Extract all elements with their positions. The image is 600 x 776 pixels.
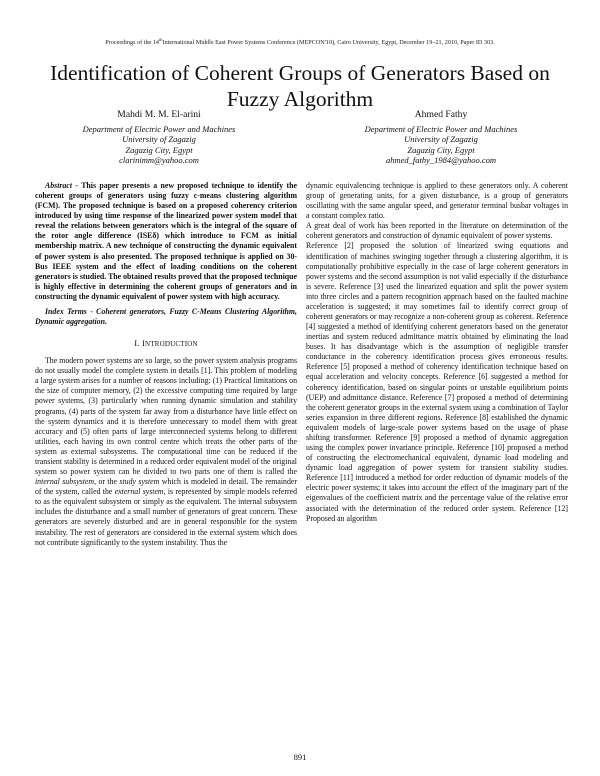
author-2 — [310, 110, 572, 165]
intro-paragraph-1 — [35, 356, 297, 547]
intro-text-a: The modern power systems are so large, so the power system analysis programs do not usually model the complete system in details [1]. This problem of modeling a large system arises for a number of reasons including: (1) Practical limitations on the size of computer memory, (2) the excessive computing time required by large power systems, (3) particularly when running dynamic simulation and stability programs, (4) parts of the system far away from a disturbance have little effect on the system dynamics and it is therefore unnecessary to model them with great accuracy and (5) often parts of large interconnected systems belong to different utilities, each having its own control centre which treats the other parts of the system as external subsystems. The computational time can be reduced if the transient stability is determined in a reduced order equivalent model of the original system so power system can be divided to two parts one of them is called the — [35, 356, 297, 477]
author-2-name: Ahmed Fathy — [414, 109, 468, 120]
left-column — [35, 181, 297, 548]
paper-title: Identification of Coherent Groups of Generators Based on Fuzzy Algorithm — [50, 61, 550, 111]
abstract — [35, 181, 297, 302]
index-terms: Index Terms - Coherent generators, Fuzzy C-Means Clustering Algorithm, Dynamic aggregation. — [35, 306, 297, 327]
intro-paragraph-1-cont: dynamic equivalencing technique is applied to these generators only. A coherent group of generating units, for a given disturbance, is a group of generators oscillating with the same angular speed, and generator terminal busbar voltages in a constant complex ratio. — [306, 181, 568, 221]
author-block — [28, 110, 572, 165]
term-study-system: study system — [119, 477, 160, 487]
author-1-university: University of Zagazig — [122, 134, 196, 145]
term-external-system: external system — [114, 487, 164, 497]
author-2-city: Zagazig City, Egypt — [407, 144, 475, 155]
author-1-name: Mahdi M. M. El-arini — [117, 109, 201, 120]
term-internal-subsystem: internal subsystem — [35, 477, 95, 487]
section-title-rest: NTRODUCTION — [145, 340, 198, 349]
author-2-email: ahmed_fathy_1984@yahoo.com — [385, 154, 497, 165]
running-header — [30, 37, 570, 46]
section-heading-introduction — [35, 338, 297, 349]
intro-paragraph-2: A great deal of work has been reported in the literature on determination of the coherent generators and construction of dynamic equivalent of power systems. — [306, 221, 568, 241]
ordinal-suffix: th — [159, 37, 163, 42]
author-1-email: clarinimm@yahoo.com — [119, 154, 199, 165]
right-column — [306, 181, 568, 524]
intro-paragraph-3: Reference [2] proposed the solution of linearized swing equations and identification of machines swinging together through a clustering algorithm, it is computationally prohibitive especially in the case of large coherent generators in power systems and the second assumption is not valid especially if the disturbance is severe. Reference [3] used the linearized equation and split the power system into three circles and a pattern recognition approach based on the faulted machine acceleration is suggested; it may sometimes fail to identify correct group of coherent generators or may recognize a non-coherent group as coherent. Reference [4] suggested a method of identifying coherent generators based on the generator inertias and system reduced admittance matrix obtained by eliminating the load buses. It has disadvantage which is the assumption of negligible transfer conductance in the coherency identification process gives erroneous results. Reference [5] proposed a method of coherency identification technique based on equal acceleration and velocity concepts. Reference [6] suggested a method for coherency identification, based on singular points or unstable equilibrium points (UEP) and admittance distance. Reference [7] proposed a method of determining the coherent generator groups in the external system using a combination of Taylor series expansion in three different regions. Reference [8] established the dynamic equivalent models of large-scale power systems based on the usage of phase shifting transformer. Reference [9] proposed a method of dynamic aggregation using the complex power invariance principle. Reference [10] proposed a method of constructing the electromechanical equivalent, dynamic load modeling and dynamic load aggregation of power system for transient stability studies. Reference [11] introduced a method for order reduction of dynamic models of the electric power systems; it takes into account the effect of the imaginary part of the eigenvalues of the coefficient matrix and the percentage value of the relative error associated with the determination of the reduced order system. Reference [12] Proposed an algorithm — [306, 241, 568, 523]
author-1-department: Department of Electric Power and Machines — [82, 124, 236, 135]
section-initial: I — [141, 338, 146, 349]
section-numeral: I. — [134, 338, 142, 349]
intro-text-c: which is modeled in detail. The remainder of the system, called the — [35, 477, 297, 497]
intro-text-b: , or the — [94, 477, 120, 487]
intro-text-d: , is represented by simple models referred to as the equivalent subsystem or simply as the equivalent. The internal subsystem includes the disturbance and a small number of generators of great concern. These generators are severely disturbed and are in general responsible for the system instability. The rest of generators are considered in the external system which does not contribute significantly to the system instability. Thus the — [35, 487, 297, 547]
abstract-label: Abstract - — [45, 181, 78, 190]
author-1 — [28, 110, 290, 165]
proceedings-prefix: Proceedings of the 14 — [105, 39, 160, 47]
abstract-text: This paper presents a new proposed technique to identify the coherent groups of generators using fuzzy c-means clustering algorithm (FCM). The proposed technique is based on a proposed coherency criterion introduced by using time response of the linearized power system model that reveal the relations between generators which is the integral of the square of the rotor angle difference (ISEδ) which introduce to FCM as initial membership matrix. A new technique of constructing the dynamic equivalent of power system is also presented. The proposed technique is applied on 30-Bus IEEE system and the effect of loading conditions on the coherent generators is studied. The obtained results proved that the proposed technique is highly effective in determining the coherent groups of generators and in constructing the dynamic equivalent of power system with high accuracy. — [35, 181, 298, 301]
author-2-department: Department of Electric Power and Machines — [364, 124, 518, 135]
page-number: 891 — [293, 752, 307, 762]
author-2-university: University of Zagazig — [404, 134, 478, 145]
author-1-city: Zagazig City, Egypt — [125, 144, 193, 155]
proceedings-text: International Middle East Power Systems Conference (MEPCON'10), Cairo University, Egypt, December 19–21, 2010, Paper ID 303. — [162, 39, 495, 47]
